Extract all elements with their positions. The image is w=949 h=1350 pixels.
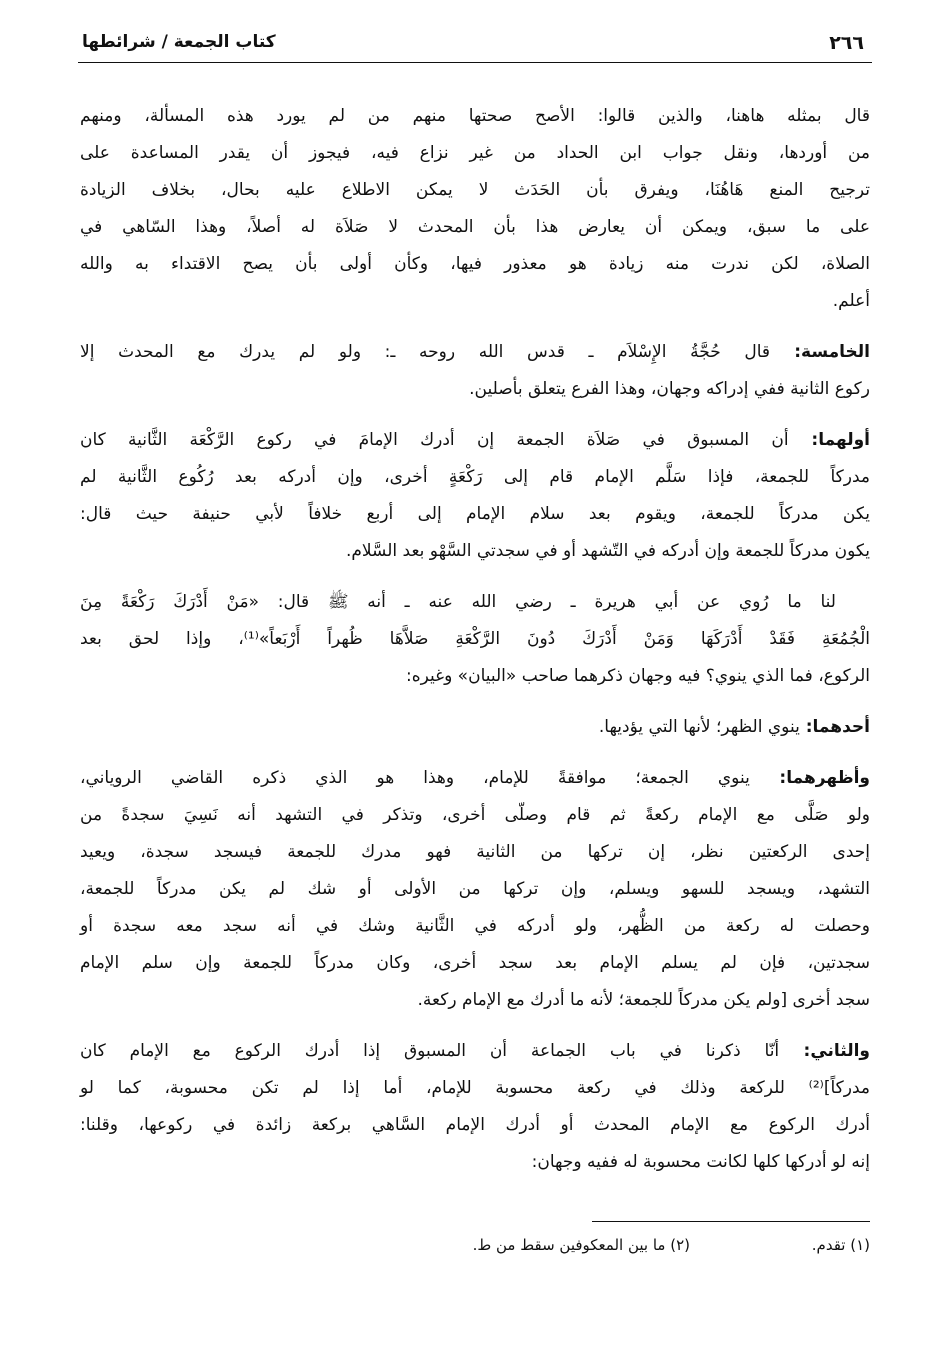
line-text: التشهد، ويسجد للسهو ويسلم، وإن تركها من الأولى أو شك لم يكن مدركاً للجمعة، [80, 879, 870, 899]
line-text: يكن مدركاً للجمعة، ويقوم بعد سلام الإمام إلى أربع خلافاً لأبي حنيفة حيث قال: [80, 504, 870, 524]
page-header [78, 30, 872, 63]
paragraph-lead: أحدهما: [799, 717, 870, 737]
text-line [80, 797, 870, 834]
text-line [80, 422, 870, 459]
text-line [80, 496, 870, 533]
running-title: كتاب الجمعة / شرائطها [82, 32, 276, 52]
text-line [80, 371, 870, 408]
text-line [80, 135, 870, 172]
paragraph [80, 709, 870, 746]
line-text: على ما سبق، ويمكن أن يعارض هذا بأن المحدث لا صَلاَة له أصلاً، وهذا السّاهي في [80, 217, 870, 237]
text-line [80, 834, 870, 871]
line-text: لنا ما رُوي عن أبي هريرة ـ رضي الله عنه ـ أنه ﷺ قال: «مَنْ أَدْرَكَ رَكْعَةً مِنَ [80, 592, 836, 612]
line-text: قال حُجَّةُ الإِسْلاَم ـ قدس الله روحه ـ: ولو لم يدرك مع المحدث إلا [80, 342, 771, 362]
line-text: سجدتين، فإن لم يسلم الإمام بعد سجد أخرى، وكان مدركاً للجمعة وإن سلم الإمام [80, 953, 870, 973]
paragraph [80, 334, 870, 408]
line-text: أدرك الركوع مع الإمام المحدث أو أدرك الإمام السَّاهي بركعة زائدة في ركوعها، وقلنا: [80, 1115, 870, 1135]
footnote-divider [592, 1221, 870, 1222]
paragraph-lead: أولهما: [788, 430, 871, 450]
text-line [80, 621, 870, 658]
page-body [80, 98, 870, 1195]
line-text: ترجيح المنع هَاهُنَا، ويفرق بأن الحَدَث لا يمكن الاطلاع عليه بحال، بخلاف الزيادة [80, 180, 870, 200]
line-text: ينوي الجمعة؛ موافقةً للإمام، وهذا هو الذي ذكره القاضي الروياني، [80, 768, 750, 788]
footnote-2: (٢) ما بين المعكوفين سقط من ط. [472, 1236, 690, 1254]
text-line [80, 283, 870, 320]
line-text: أنّا ذكرنا في باب الجماعة أن المسبوق إذا أدرك الركوع مع الإمام كان [80, 1041, 780, 1061]
text-line [80, 459, 870, 496]
line-text: ركوع الثانية ففي إدراكه وجهان، وهذا الفرع يتعلق بأصلين. [469, 379, 870, 399]
line-text: الْجُمُعَةِ فَقَدْ أَدْرَكَهَا وَمَنْ أَدْرَكَ دُونَ الرَّكْعَةِ صَلاَّهَا ظُهراً أَرْبَعاً»⁽¹⁾، وإذا لحق بعد [80, 629, 870, 649]
line-text: الصلاة، لكن ندرت منه زيادة هو معذور فيها، وكأن أولى بأن يصح الاقتداء به والله [80, 254, 870, 274]
line-text: من أوردها، ونقل جواب ابن الحداد من غير نزاع فيه، فيجوز أن يقدر المساعدة على [80, 143, 870, 163]
line-text: وحصلت له ركعة من الظُّهر، ولو أدركه في الثَّانية وشك في أنه سجد معه سجدة أو [80, 916, 870, 936]
line-text: ولو صَلَّى مع الإمام ركعةً ثم قام وصلّى أخرى، وتذكر في التشهد أنه نَسِيَ سجدةً من [80, 805, 870, 825]
paragraph [80, 584, 870, 695]
text-line [80, 945, 870, 982]
line-text: إحدى الركعتين نظر، إن تركها من الثانية فهو مدرك للجمعة فيسجد سجدة، ويعيد [80, 842, 870, 862]
text-line [80, 658, 870, 695]
line-text: يكون مدركاً للجمعة وإن أدركه في التّشهد أو في سجدتي السَّهْو بعد السَّلام. [345, 541, 870, 561]
footnote-1: (١) تقدم. [811, 1236, 870, 1254]
text-line [80, 1107, 870, 1144]
paragraph-lead: وأظهرهما: [749, 768, 870, 788]
text-line [80, 533, 870, 570]
text-line [80, 1144, 870, 1181]
line-text: قال بمثله هاهنا، والذين قالوا: الأصح صحتها منهم من لم يورد هذه المسألة، ومنهم [80, 106, 870, 126]
paragraph [80, 422, 870, 570]
text-line [80, 98, 870, 135]
text-line [80, 760, 870, 797]
line-text: أن المسبوق في صَلاَة الجمعة إن أدرك الإمامَ في ركوع الرَّكْعَة الثَّانية كان [80, 430, 789, 450]
paragraph-lead: الخامسة: [770, 342, 870, 362]
text-line [80, 334, 870, 371]
line-text: مدركاً]⁽²⁾ للركعة وذلك في ركعة محسوبة للإمام، أما إذا لم تكن محسوبة، كما لو [80, 1078, 870, 1098]
text-line [80, 1033, 870, 1070]
paragraph-lead: والثاني: [779, 1041, 871, 1061]
text-line [80, 982, 870, 1019]
line-text: مدركاً للجمعة، فإذا سَلَّم الإمام قام إلى رَكْعَةٍ أخرى، وإن أدركه بعد رُكُوع الثَّانية لم [80, 467, 870, 487]
text-line [80, 172, 870, 209]
text-line [80, 908, 870, 945]
paragraph [80, 1033, 870, 1181]
line-text: أعلم. [832, 291, 870, 311]
text-line [80, 709, 870, 746]
paragraph [80, 760, 870, 1019]
line-text: ينوي الظهر؛ لأنها التي يؤديها. [598, 717, 800, 737]
text-line [80, 209, 870, 246]
line-text: سجد أخرى [ولم يكن مدركاً للجمعة؛ لأنه ما أدرك مع الإمام ركعة. [417, 990, 870, 1010]
text-line [80, 1070, 870, 1107]
line-text: إنه لو أدركها كلها لكانت محسوبة له ففيه وجهان: [531, 1152, 870, 1172]
text-line [80, 246, 870, 283]
text-line [80, 871, 870, 908]
line-text: الركوع، فما الذي ينوي؟ فيه وجهان ذكرهما صاحب «البيان» وغيره: [406, 666, 870, 686]
page-number: ٢٦٦ [829, 32, 864, 54]
paragraph [80, 98, 870, 320]
text-line [80, 584, 870, 621]
